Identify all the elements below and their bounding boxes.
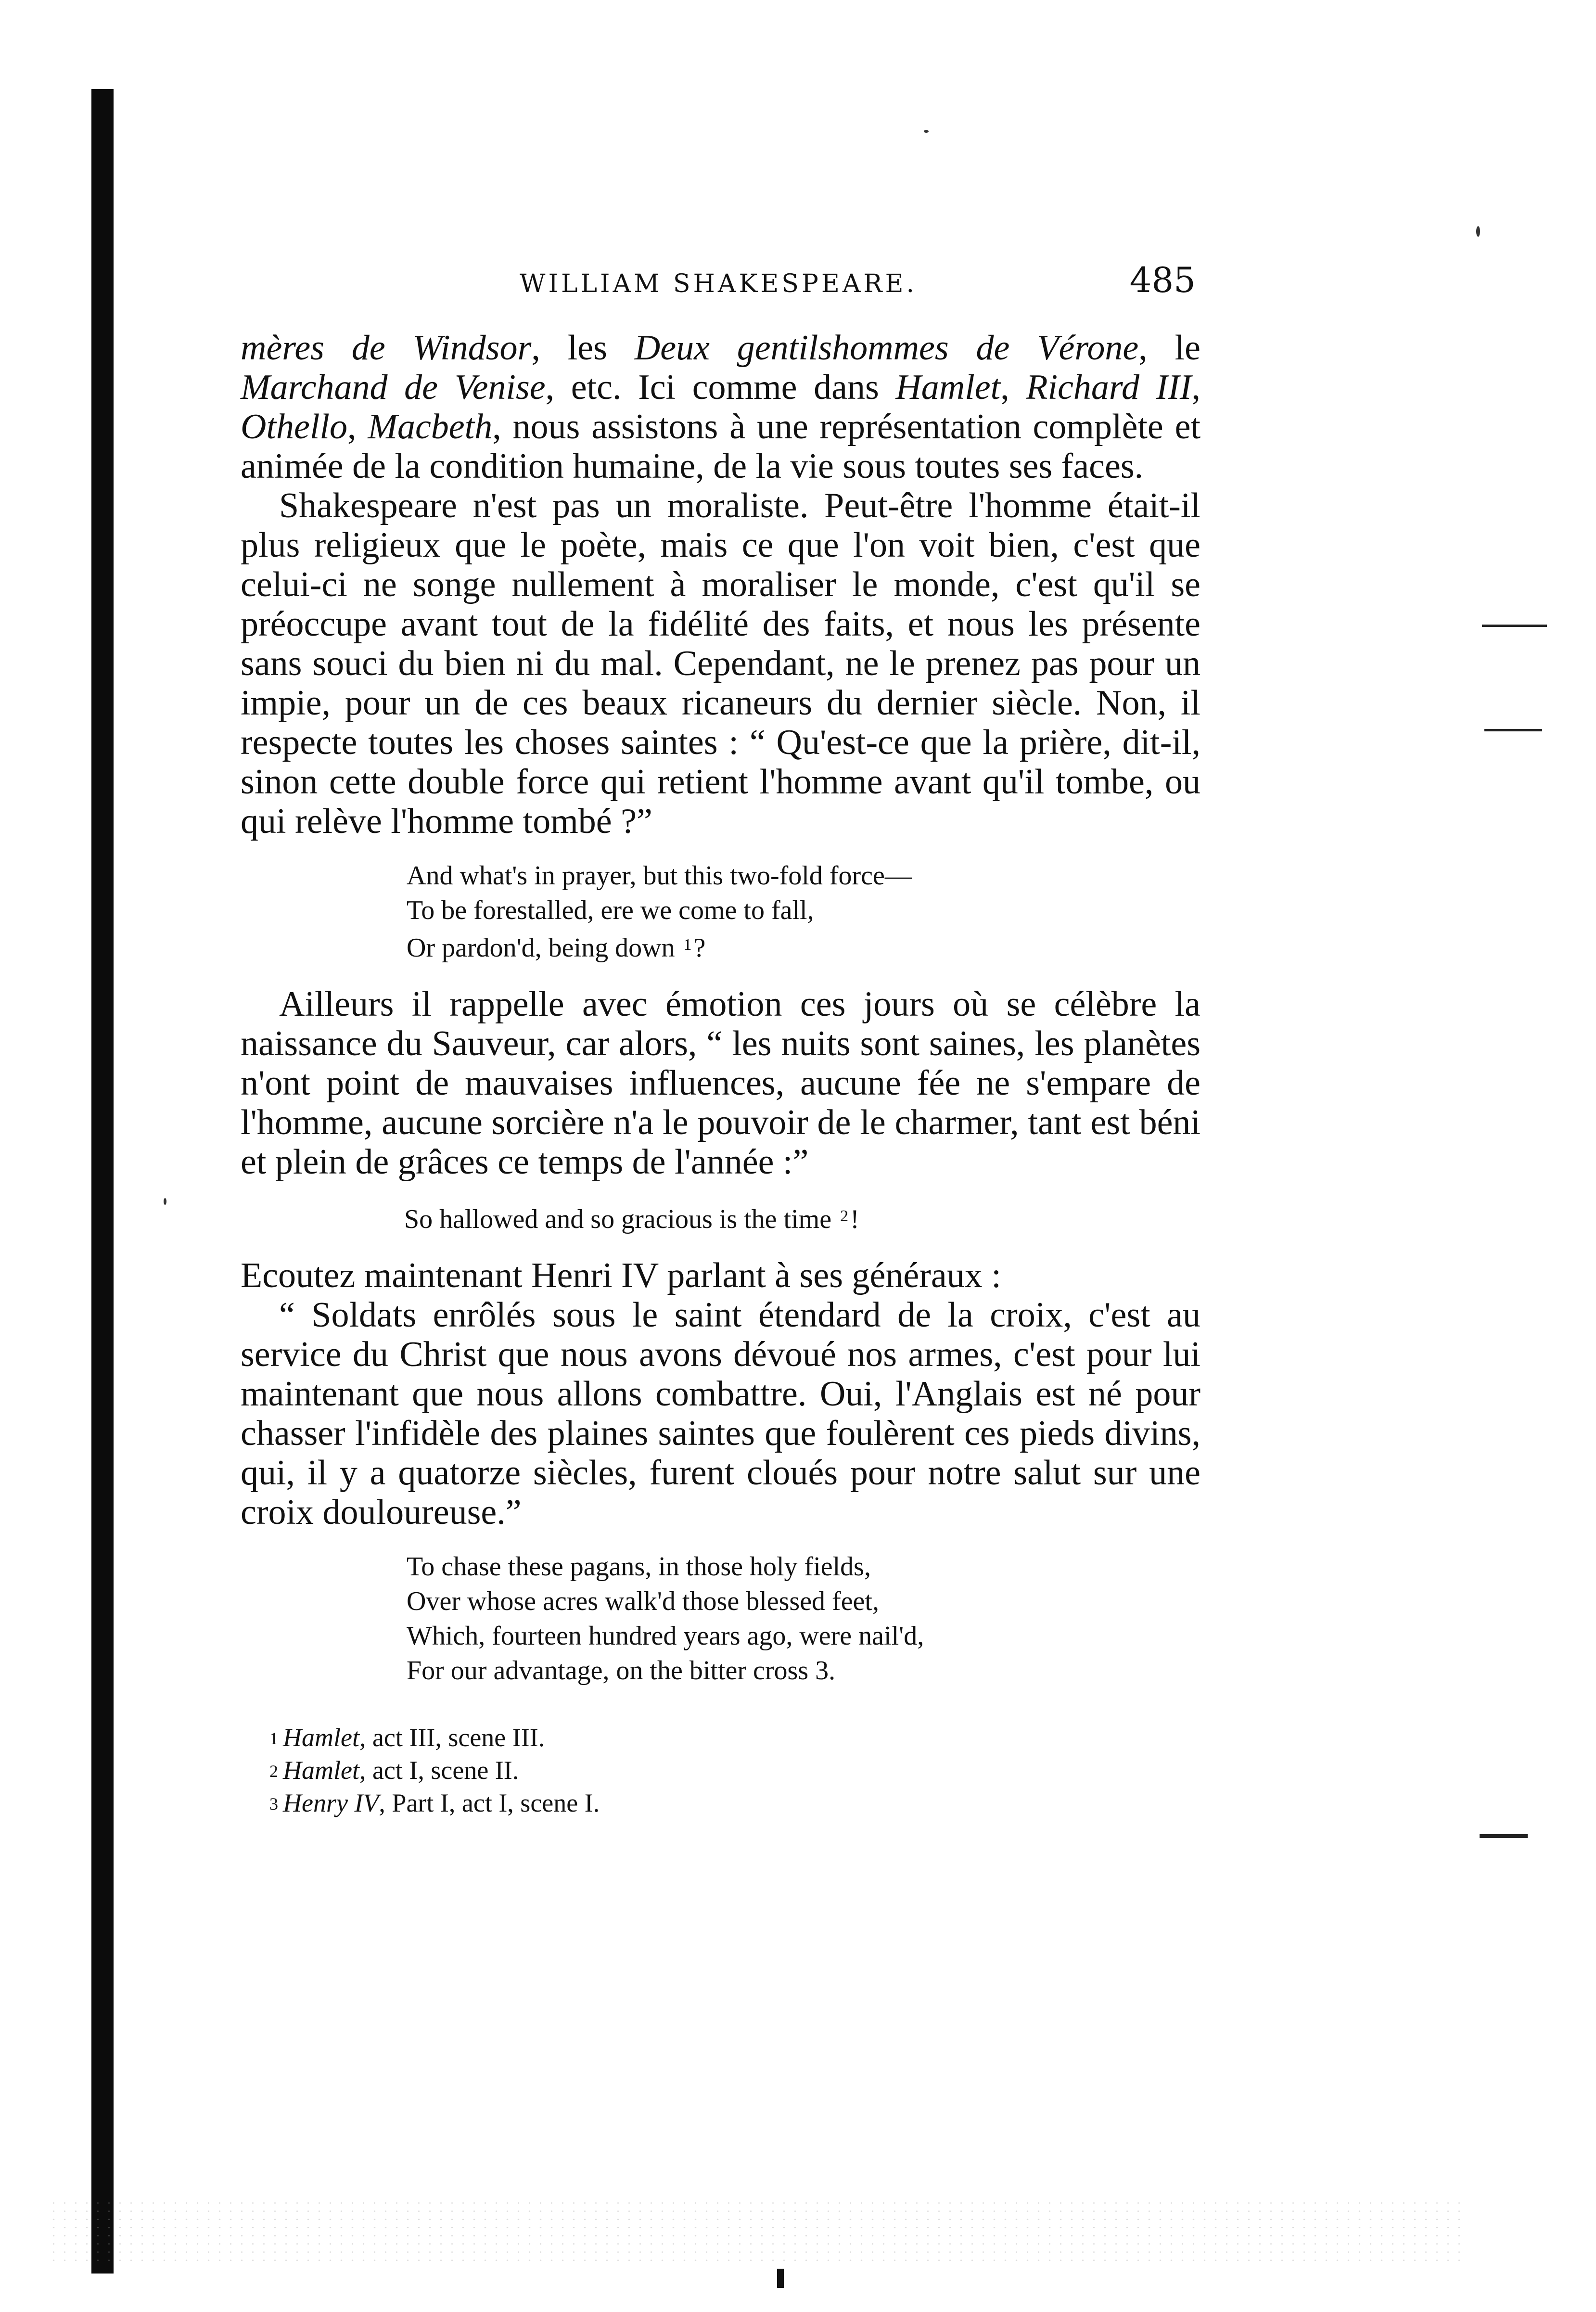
footnote-title: Henry IV xyxy=(283,1788,379,1817)
footnotes xyxy=(269,1722,1200,1820)
footnote xyxy=(269,1754,1200,1787)
footnote-title: Hamlet xyxy=(283,1723,359,1752)
running-title: WILLIAM SHAKESPEARE. xyxy=(520,269,918,298)
running-head xyxy=(520,260,1200,300)
margin-mark xyxy=(1480,1834,1528,1838)
paragraph-3: Ailleurs il rappelle avec émotion ces jours où se célèbre la naissance du Sauveur, car alors, “ les nuits sont saines, les planètes n'ont point de mauvaises influences, aucune fée ne s'empare de l'homme, aucune sorcière n'a le pouvoir de le charmer, tant est béni et plein de grâces ce temps de l'année :” xyxy=(241,984,1200,1182)
title-italic: Deux gentilshommes de Vérone xyxy=(634,328,1139,368)
gutter-mark xyxy=(777,2269,784,2288)
verse-line: For our advantage, on the bitter cross 3. xyxy=(407,1656,836,1686)
verse-text: Or pardon'd, being down xyxy=(407,933,675,963)
verse-line xyxy=(404,1199,1200,1237)
title-italic: Richard III xyxy=(1026,368,1192,407)
verse-quote-3 xyxy=(407,1549,1200,1688)
text-run: , les xyxy=(531,328,635,368)
footnote-mark: 2 xyxy=(269,1762,278,1781)
footnote-text: , Part I, act I, scene I. xyxy=(379,1788,600,1817)
text-run: , xyxy=(1191,368,1201,407)
verse-line: Which, fourteen hundred years ago, were nail'd, xyxy=(407,1621,924,1651)
verse-line: And what's in prayer, but this two-fold force— xyxy=(407,861,912,891)
text-run: , xyxy=(1000,368,1026,407)
speck xyxy=(164,1198,166,1205)
title-italic: Marchand de Venise xyxy=(241,368,546,407)
footnote xyxy=(269,1787,1200,1820)
page-number: 485 xyxy=(1129,260,1196,300)
verse-quote-1 xyxy=(407,858,1200,965)
verse-text: So hallowed and so gracious is the time xyxy=(404,1204,832,1234)
verse-text: ! xyxy=(850,1204,859,1234)
title-italic: Hamlet xyxy=(895,368,1001,407)
title-italic: mères de Windsor xyxy=(241,328,532,368)
margin-mark xyxy=(1484,729,1542,731)
verse-text: ? xyxy=(693,933,706,963)
footnote-text: , act III, scene III. xyxy=(359,1723,545,1752)
page-body xyxy=(241,260,1200,1820)
text-run: , le xyxy=(1138,328,1201,368)
footnote-mark: 3 xyxy=(269,1794,278,1814)
footnote-ref: 1 xyxy=(683,936,692,954)
paragraph-5: “ Soldats enrôlés sous le saint étendard de la croix, c'est au service du Christ que nous avons dévoué nos armes, c'est pour lui maintenant que nous allons combattre. Oui, l'Anglais est né pour chasser l'infidèle des plaines saintes que foulèrent ces pieds divins, qui, il y a quatorze siècles, furent cloués pour notre salut sur une croix douloureuse.” xyxy=(241,1295,1200,1532)
text-run: , xyxy=(347,407,368,447)
verse-line xyxy=(407,928,1200,965)
text-run: , etc. Ici comme dans xyxy=(545,368,896,407)
footnote-mark: 1 xyxy=(269,1729,278,1748)
scan-noise xyxy=(48,2199,1468,2266)
margin-mark xyxy=(1482,625,1547,627)
paragraph-4: Ecoutez maintenant Henri IV parlant à ses généraux : xyxy=(241,1256,1001,1295)
verse-line: To be forestalled, ere we come to fall, xyxy=(407,895,814,925)
footnote-title: Hamlet xyxy=(283,1756,359,1785)
verse-quote-2 xyxy=(404,1199,1200,1237)
speck xyxy=(1476,226,1480,237)
binding-edge xyxy=(91,89,114,2274)
footnote-text: , act I, scene II. xyxy=(359,1756,519,1785)
title-italic: Othello xyxy=(241,407,347,447)
text-run: , nous assistons à une représentation complète et animée de la condition humaine, de la vie sous toutes ses faces. xyxy=(241,407,1200,486)
footnote-ref: 2 xyxy=(840,1207,849,1225)
speck xyxy=(924,130,929,133)
paragraph-1 xyxy=(241,328,1200,486)
title-italic: Macbeth xyxy=(368,407,493,447)
verse-line: Over whose acres walk'd those blessed feet, xyxy=(407,1586,879,1616)
paragraph-2: Shakespeare n'est pas un moraliste. Peut-être l'homme était-il plus religieux que le poète, mais ce que l'on voit bien, c'est que celui-ci ne songe nullement à moraliser le monde, c'est qu'il se préoccupe avant tout de la fidélité des faits, et nous les présente sans souci du bien ni du mal. Cependant, ne le prenez pas pour un impie, pour un de ces beaux ricaneurs du dernier siècle. Non, il respecte toutes les choses saintes : “ Qu'est-ce que la prière, dit-il, sinon cette double force qui retient l'homme avant qu'il tombe, ou qui relève l'homme tombé ?” xyxy=(241,486,1200,841)
footnote xyxy=(269,1722,1200,1754)
verse-line: To chase these pagans, in those holy fields, xyxy=(407,1552,871,1582)
